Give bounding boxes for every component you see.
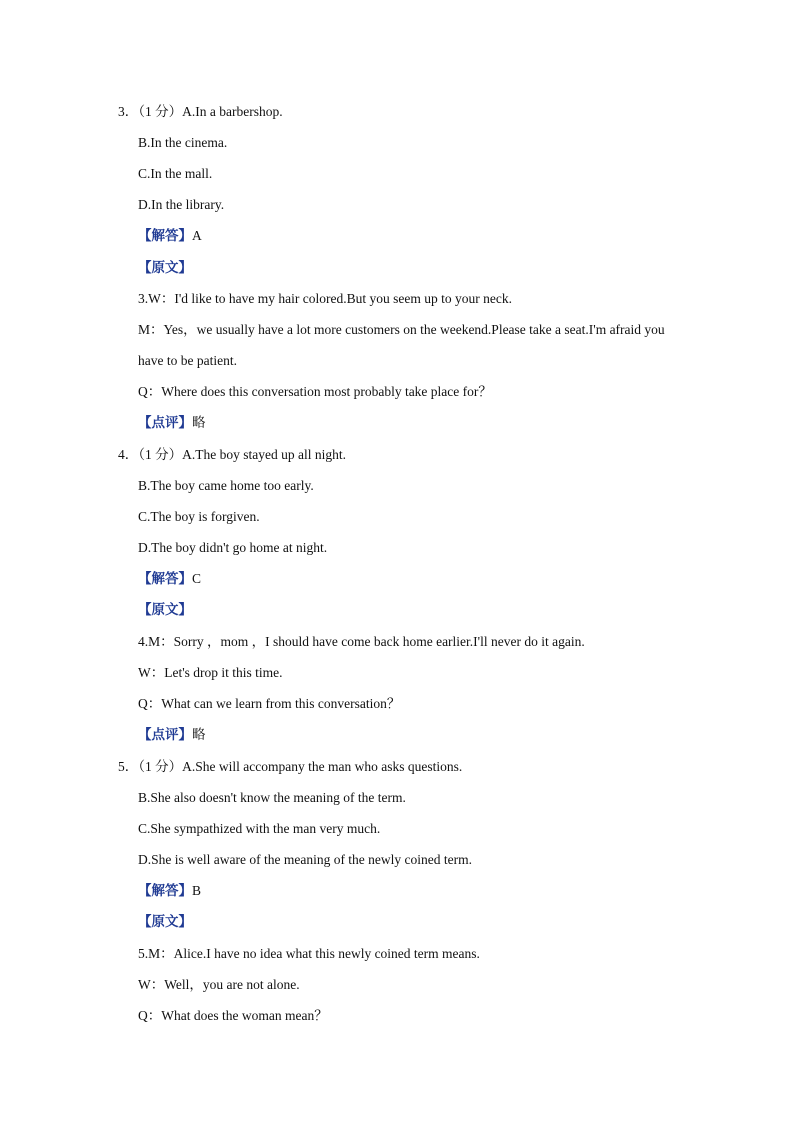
comment-line	[138, 725, 206, 745]
transcript-line: 3.W：I'd like to have my hair colored.But you seem up to your neck.	[138, 291, 512, 306]
transcript-line: Q：What can we learn from this conversation？	[138, 696, 401, 711]
question-points: （1 分）	[138, 447, 183, 462]
option-a: A.The boy stayed up all night.	[182, 447, 346, 462]
option-a: A.In a barbershop.	[182, 104, 283, 119]
question-4-stem	[118, 445, 346, 465]
original-tag: 【原文】	[138, 260, 192, 275]
answer-value: B	[192, 883, 202, 898]
question-number: 4．	[118, 447, 139, 462]
transcript-line: W：Let's drop it this time.	[138, 665, 283, 680]
comment-tag: 【点评】	[138, 415, 192, 430]
question-number: 5．	[118, 759, 139, 774]
comment-tag: 【点评】	[138, 727, 192, 742]
option-b: B.The boy came home too early.	[138, 478, 314, 493]
transcript-line: 4.M：Sorry ，mom ，I should have come back home earlier.I'll never do it again.	[138, 634, 585, 649]
answer-tag: 【解答】	[138, 228, 192, 243]
answer-tag: 【解答】	[138, 883, 192, 898]
answer-line	[138, 226, 202, 246]
option-d: D.She is well aware of the meaning of the newly coined term.	[138, 852, 473, 867]
option-b: B.In the cinema.	[138, 135, 228, 150]
comment-line	[138, 413, 206, 433]
answer-tag: 【解答】	[138, 571, 192, 586]
transcript-line: W：Well，you are not alone.	[138, 977, 300, 992]
question-3-stem	[118, 102, 283, 122]
question-points: （1 分）	[138, 759, 183, 774]
original-tag: 【原文】	[138, 914, 192, 929]
transcript-line: Q：Where does this conversation most probably take place for？	[138, 384, 492, 399]
answer-line	[138, 881, 201, 901]
answer-value: A	[192, 228, 202, 243]
option-a: A.She will accompany the man who asks questions.	[182, 759, 463, 774]
question-5-stem	[118, 757, 462, 777]
option-b: B.She also doesn't know the meaning of the term.	[138, 790, 406, 805]
option-c: C.She sympathized with the man very much.	[138, 821, 381, 836]
option-d: D.The boy didn't go home at night.	[138, 540, 328, 555]
transcript-line: have to be patient.	[138, 353, 237, 368]
answer-value: C	[192, 571, 202, 586]
original-tag: 【原文】	[138, 602, 192, 617]
comment-value: 略	[192, 727, 206, 742]
answer-line	[138, 569, 201, 589]
transcript-line: 5.M：Alice.I have no idea what this newly coined term means.	[138, 946, 480, 961]
transcript-line: Q：What does the woman mean？	[138, 1008, 328, 1023]
transcript-line: M：Yes，we usually have a lot more customers on the weekend.Please take a seat.I'm afraid you	[138, 322, 665, 337]
option-c: C.In the mall.	[138, 166, 213, 181]
option-c: C.The boy is forgiven.	[138, 509, 260, 524]
question-points: （1 分）	[138, 104, 183, 119]
option-d: D.In the library.	[138, 197, 225, 212]
question-number: 3．	[118, 104, 139, 119]
comment-value: 略	[192, 415, 206, 430]
